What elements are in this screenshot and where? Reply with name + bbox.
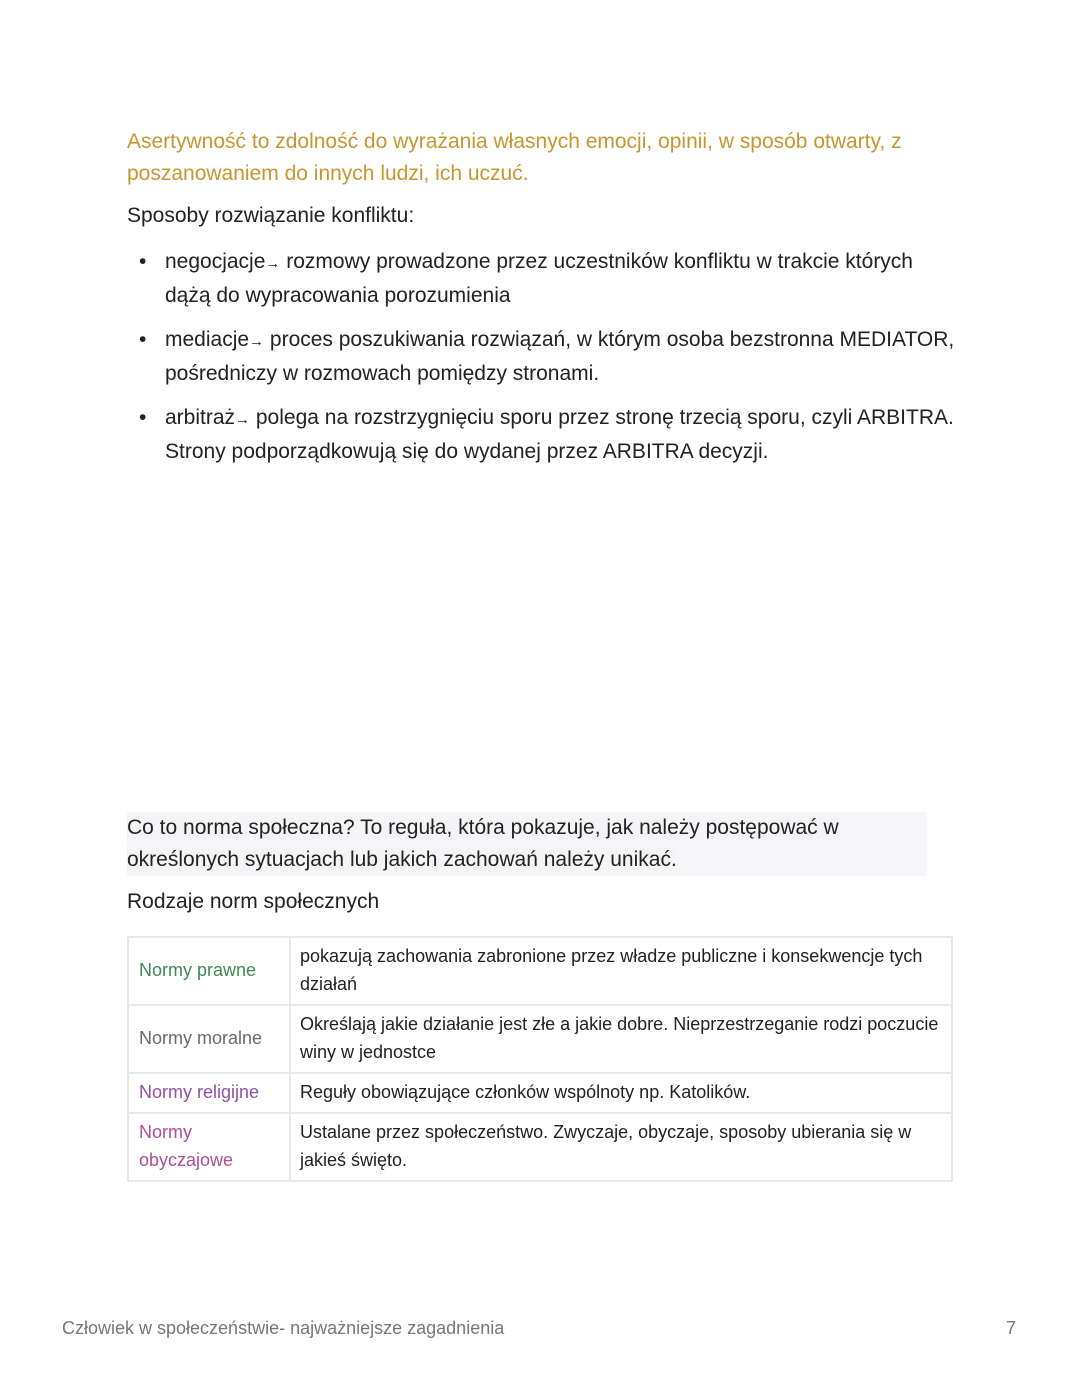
norm-name: Normy prawne	[128, 937, 290, 1005]
norm-types-table	[127, 936, 953, 1182]
table-row	[128, 1113, 952, 1181]
method-description: proces poszukiwania rozwiązań, w którym osoba bezstronna MEDIATOR, pośredniczy w rozmowach pomiędzy stronami.	[165, 328, 955, 385]
bullet-icon: •	[139, 328, 147, 351]
list-item	[127, 402, 957, 468]
norm-types-heading: Rodzaje norm społecznych	[127, 890, 380, 913]
norm-description: pokazują zachowania zabronione przez władze publiczne i konsekwencje tych działań	[290, 937, 952, 1005]
method-description: polega na rozstrzygnięciu sporu przez stronę trzecią sporu, czyli ARBITRA. Strony podporządkowują się do wydanej przez ARBITRA decyzji.	[165, 406, 954, 463]
norm-name: Normy obyczajowe	[128, 1113, 290, 1181]
norm-description: Reguły obowiązujące członków wspólnoty np. Katolików.	[290, 1073, 952, 1113]
assertiveness-definition: Asertywność to zdolność do wyrażania własnych emocji, opinii, w sposób otwarty, z poszanowaniem do innych ludzi, ich uczuć.	[127, 130, 902, 185]
method-term: arbitraż	[165, 406, 236, 429]
list-item	[127, 246, 957, 312]
norm-name: Normy moralne	[128, 1005, 290, 1073]
norm-name: Normy religijne	[128, 1073, 290, 1113]
conflict-methods-heading: Sposoby rozwiązanie konfliktu:	[127, 204, 415, 227]
table-row	[128, 1073, 952, 1113]
method-term: negocjacje	[165, 250, 266, 273]
arrow-right-icon: →	[265, 255, 281, 272]
conflict-methods-list	[127, 246, 957, 480]
social-norm-definition	[127, 812, 927, 876]
page-number: 7	[1005, 1318, 1016, 1338]
list-item	[127, 324, 957, 390]
table-row	[128, 937, 952, 1005]
bullet-icon: •	[139, 406, 147, 429]
norm-description: Określają jakie działanie jest złe a jakie dobre. Nieprzestrzeganie rodzi poczucie winy w jednostce	[290, 1005, 952, 1073]
arrow-right-icon: →	[249, 333, 265, 350]
method-term: mediacje	[165, 328, 250, 351]
method-description: rozmowy prowadzone przez uczestników konfliktu w trakcie których dążą do wypracowania porozumienia	[165, 250, 913, 307]
bullet-icon: •	[139, 250, 147, 273]
footer-title: Człowiek w społeczeństwie- najważniejsze zagadnienia	[62, 1318, 505, 1338]
table-row	[128, 1005, 952, 1073]
norm-description: Ustalane przez społeczeństwo. Zwyczaje, obyczaje, sposoby ubierania się w jakieś święto.	[290, 1113, 952, 1181]
arrow-right-icon: →	[235, 411, 251, 428]
social-norm-definition-text: Co to norma społeczna? To reguła, która pokazuje, jak należy postępować w określonych sytuacjach lub jakich zachowań należy unikać.	[127, 816, 839, 871]
